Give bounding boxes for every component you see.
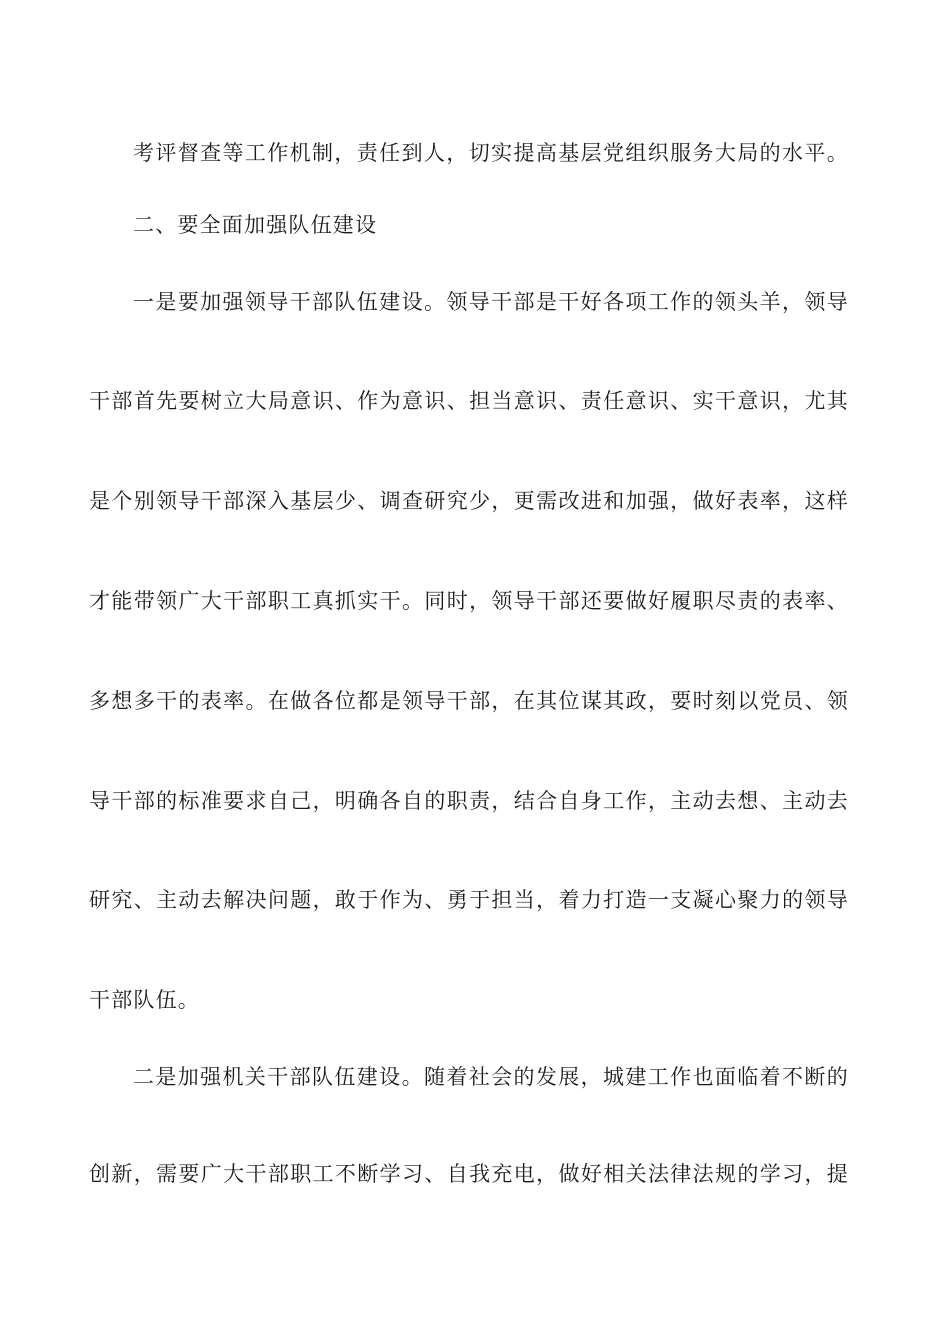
paragraph-line-8: 导干部的标准要求自己，明确各自的职责，结合自身工作，主动去想、主动去 <box>89 789 849 813</box>
paragraph-line-6: 才能带领广大干部职工真抓实干。同时，领导干部还要做好履职尽责的表率、 <box>89 589 849 613</box>
paragraph-line-3: 一是要加强领导干部队伍建设。领导干部是干好各项工作的领头羊，领导 <box>133 290 849 314</box>
paragraph-line-12: 创新，需要广大干部职工不断学习、自我充电，做好相关法律法规的学习，提 <box>89 1162 849 1186</box>
section-heading: 二、要全面加强队伍建设 <box>133 213 378 237</box>
paragraph-line-5: 是个别领导干部深入基层少、调查研究少，更需改进和加强，做好表率，这样 <box>89 489 849 513</box>
paragraph-line-11: 二是加强机关干部队伍建设。随着社会的发展，城建工作也面临着不断的 <box>133 1065 849 1089</box>
paragraph-line-1: 考评督查等工作机制，责任到人，切实提高基层党组织服务大局的水平。 <box>133 141 849 165</box>
paragraph-line-4: 干部首先要树立大局意识、作为意识、担当意识、责任意识、实干意识，尤其 <box>89 389 849 413</box>
paragraph-line-10: 干部队伍。 <box>89 988 200 1012</box>
paragraph-line-9: 研究、主动去解决问题，敢于作为、勇于担当，着力打造一支凝心聚力的领导 <box>89 888 849 912</box>
paragraph-line-7: 多想多干的表率。在做各位都是领导干部，在其位谋其政，要时刻以党员、领 <box>89 689 849 713</box>
